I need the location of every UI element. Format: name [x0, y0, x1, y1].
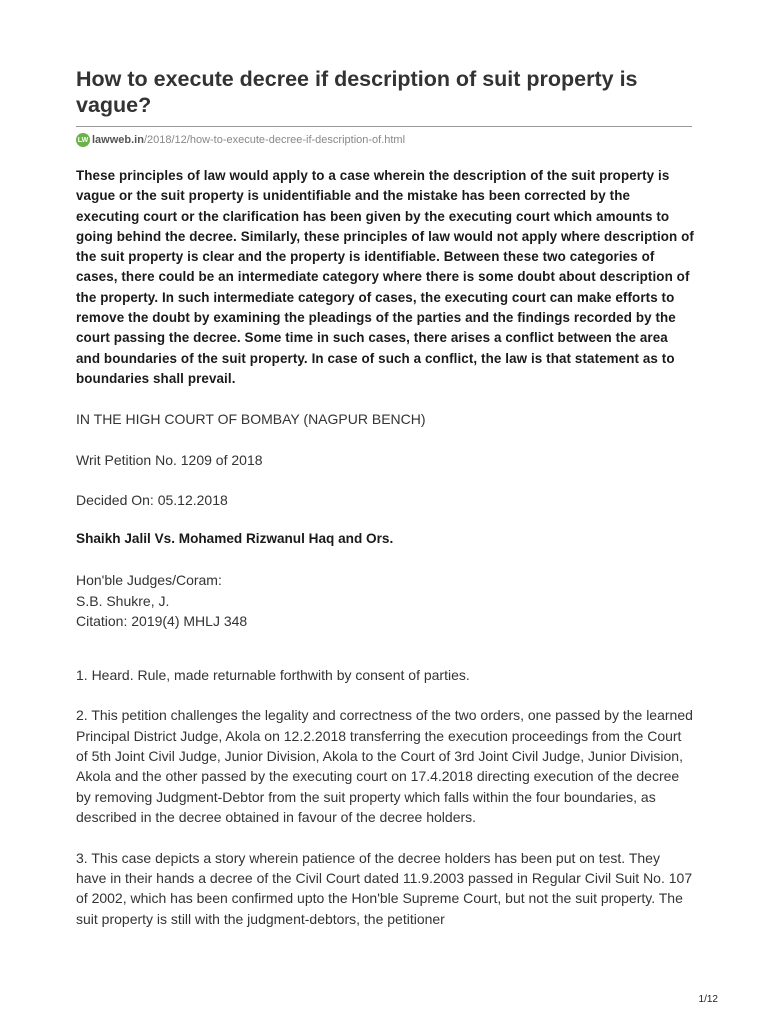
lawweb-logo-icon: LW: [76, 133, 90, 147]
page-number: 1/12: [698, 994, 718, 1005]
source-line: [76, 133, 694, 147]
writ-petition-number: Writ Petition No. 1209 of 2018: [76, 451, 263, 468]
document-page: [76, 66, 694, 929]
citation: Citation: 2019(4) MHLJ 348: [76, 613, 248, 630]
source-domain[interactable]: lawweb.in: [92, 134, 144, 146]
coram-block: [76, 570, 694, 631]
court-name: IN THE HIGH COURT OF BOMBAY (NAGPUR BENCH): [76, 411, 426, 428]
source-path[interactable]: /2018/12/how-to-execute-decree-if-description-of.html: [143, 134, 406, 146]
coram-heading: Hon'ble Judges/Coram:: [76, 572, 222, 589]
judge-name: S.B. Shukre, J.: [76, 592, 170, 609]
intro-paragraph: These principles of law would apply to a case wherein the description of the suit property is vague or the suit property is unidentifiable and the mistake has been corrected by the executing court or the clarification has been given by the executing court which amounts to going behind the decree. Similarly, these principles of law would not apply where description of the suit property is clear and the property is identifiable. Between these two categories of cases, there could be an intermediate category where there is some doubt about description of the property. In such intermediate category of cases, the executing court can make efforts to remove the doubt by examining the pleadings of the parties and the findings recorded by the court passing the decree. Some time in such cases, there arises a conflict between the area and boundaries of the suit property. In case of such a conflict, the law is that statement as to boundaries shall prevail.: [76, 168, 694, 386]
paragraph-1: 1. Heard. Rule, made returnable forthwith by consent of parties.: [76, 666, 470, 683]
title-divider: [76, 126, 692, 127]
paragraph-2: 2. This petition challenges the legality and correctness of the two orders, one passed by the learned Principal District Judge, Akola on 12.2.2018 transferring the execution proceedings from the Court of 5th Joint Civil Judge, Junior Division, Akola to the Court of 3rd Joint Civil Judge, Junior Division, Akola and the other passed by the executing court on 17.4.2018 directing execution of the decree by removing Judgment-Debtor from the suit property which falls within the four boundaries, as described in the decree obtained in favour of the decree holders.: [76, 707, 693, 826]
paragraph-3: 3. This case depicts a story wherein patience of the decree holders has been put on test. They have in their hands a decree of the Civil Court dated 11.9.2003 passed in Regular Civil Suit No. 107 of 2002, which has been confirmed upto the Hon'ble Supreme Court, but not the suit property. The suit property is still with the judgment-debtors, the petitioner: [76, 849, 693, 927]
case-parties: Shaikh Jalil Vs. Mohamed Rizwanul Haq and Ors.: [76, 531, 394, 547]
page-title: How to execute decree if description of suit property is vague?: [76, 67, 638, 117]
decided-date: Decided On: 05.12.2018: [76, 492, 228, 509]
